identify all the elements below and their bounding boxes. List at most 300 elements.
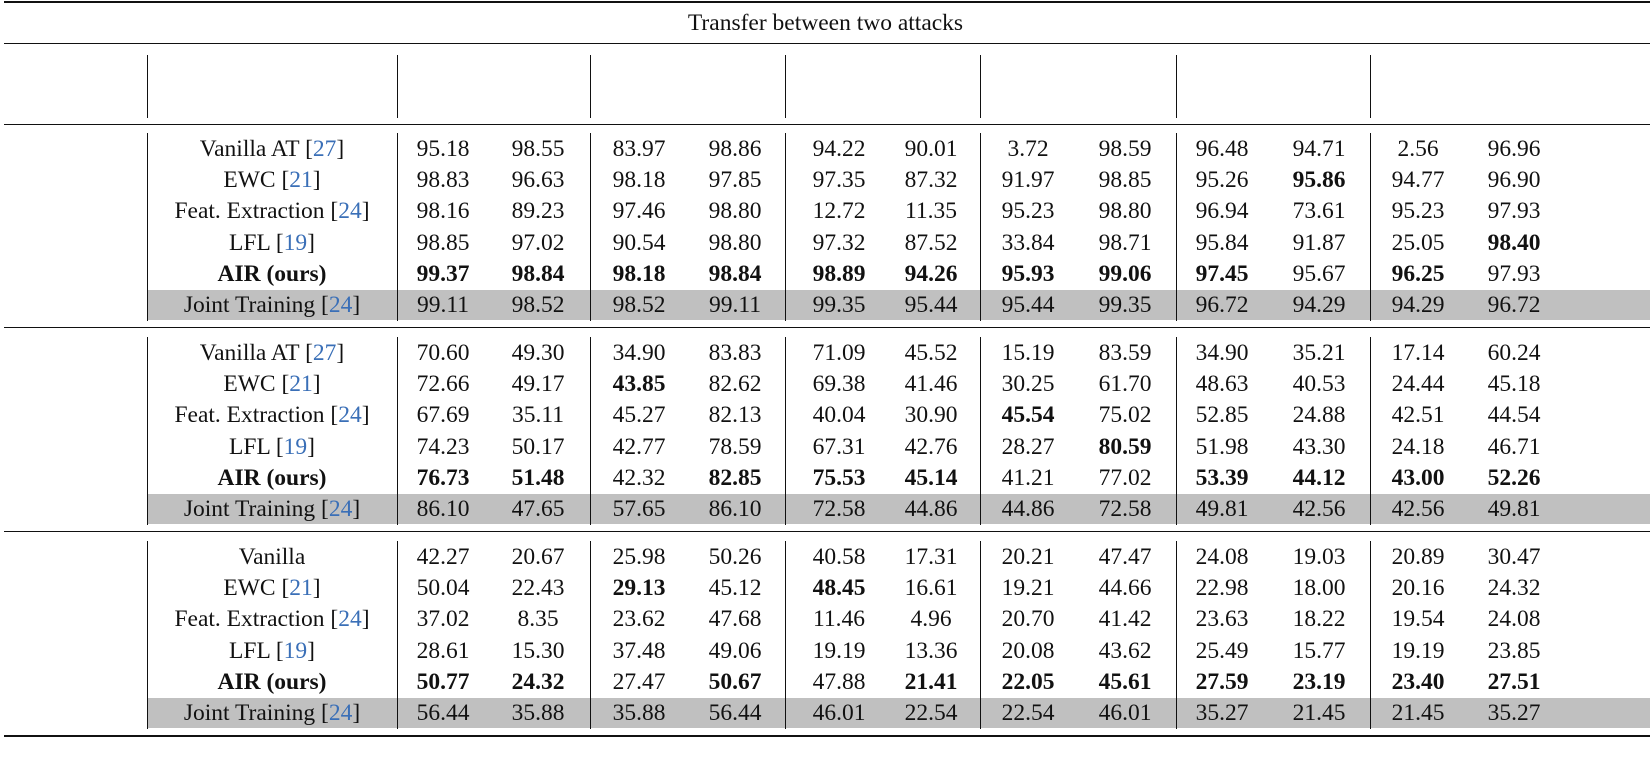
value-cell: 22.54 [904,700,958,726]
value-cell: 45.12 [708,575,762,602]
value-cell: 24.18 [1391,433,1445,460]
value-cell: 37.48 [612,637,666,664]
value-cell: 44.86 [904,496,958,522]
section-vline [147,698,148,728]
value-cell: 44.12 [1292,464,1346,491]
method-label: Joint Training [24] [183,292,361,318]
value-cell: 25.49 [1195,637,1249,664]
dataset-label [0,413,155,445]
value-cell: 70.60 [416,340,470,366]
value-cell: 8.35 [517,606,559,633]
method-label [152,666,392,698]
value-cell: 76.73 [416,464,470,491]
method-name: LFL [229,229,270,256]
method-label: EWC [21] [223,167,321,194]
value-cell: 15.19 [1001,340,1055,366]
method-name: AIR (ours) [217,668,327,695]
value-cell: 46.71 [1487,433,1541,460]
citation-link[interactable]: 19 [283,229,308,256]
value-cell: 42.77 [612,433,666,460]
value-cell: 45.18 [1487,371,1541,398]
section-rule [4,531,1650,532]
header-vline [980,55,981,118]
value-cell: 96.48 [1195,136,1249,162]
subcol-header [685,84,785,116]
citation-link[interactable]: 24 [338,606,362,633]
value-cell: 42.32 [612,464,666,491]
subcol-header [393,84,493,116]
value-cell: 18.22 [1292,606,1346,633]
value-cell: 18.00 [1292,575,1346,602]
header-vline [590,55,591,118]
value-cell: 52.85 [1195,402,1249,429]
header-vline [785,55,786,118]
value-cell: 17.31 [904,544,958,570]
value-cell: 20.67 [511,544,565,570]
value-cell: 21.41 [904,668,958,695]
value-cell: 48.45 [812,575,866,602]
header-rule [4,124,1650,125]
value-cell: 50.77 [416,668,470,695]
value-cell: 23.85 [1487,637,1541,664]
citation-link[interactable]: 24 [328,700,353,726]
value-cell: 98.55 [511,136,565,162]
value-cell: 33.84 [1001,229,1055,256]
value-cell: 24.08 [1487,606,1541,633]
value-cell: 50.67 [708,668,762,695]
section-rule [4,327,1650,328]
value-cell: 42.51 [1391,402,1445,429]
value-cell: 42.27 [416,544,470,570]
section-vline [785,698,786,728]
subcol-header [488,84,588,116]
value-cell: 99.11 [708,292,761,318]
value-cell: 98.40 [1487,229,1541,256]
value-cell: 28.61 [416,637,470,664]
citation-link[interactable]: 24 [328,292,353,318]
value-cell: 50.04 [416,575,470,602]
method-name: Feat. Extraction [174,606,325,633]
value-cell: 77.02 [1098,464,1152,491]
value-cell: 24.32 [511,668,565,695]
value-cell: 20.89 [1391,544,1445,570]
section-vline [785,494,786,524]
value-cell: 40.53 [1292,371,1346,398]
value-cell: 23.19 [1292,668,1346,695]
value-cell: 97.02 [511,229,565,256]
top-rule [4,1,1650,3]
value-cell: 97.46 [612,198,666,225]
value-cell: 95.67 [1292,260,1346,287]
value-cell: 96.72 [1195,292,1249,318]
value-cell: 50.26 [708,544,762,570]
value-cell: 67.69 [416,402,470,429]
value-cell: 53.39 [1195,464,1249,491]
value-cell: 83.83 [708,340,762,366]
value-cell: 19.03 [1292,544,1346,570]
value-cell: 51.48 [511,464,565,491]
value-cell: 69.38 [812,371,866,398]
value-cell: 35.88 [612,700,666,726]
table-title: Transfer between two attacks [687,10,964,36]
value-cell: 95.26 [1195,167,1249,194]
value-cell: 41.46 [904,371,958,398]
value-cell: 98.85 [1098,167,1152,194]
method-name: Vanilla [238,544,306,570]
value-cell: 42.56 [1391,496,1445,522]
value-cell: 82.13 [708,402,762,429]
value-cell: 94.22 [812,136,866,162]
value-cell: 19.54 [1391,606,1445,633]
value-cell: 50.17 [511,433,565,460]
value-cell: 98.89 [812,260,866,287]
value-cell: 24.88 [1292,402,1346,429]
value-cell: 95.18 [416,136,470,162]
value-cell: 45.27 [612,402,666,429]
value-cell: 98.18 [612,167,666,194]
value-cell: 99.06 [1098,260,1152,287]
value-cell: 45.61 [1098,668,1152,695]
method-label: EWC [21] [223,371,321,398]
value-cell: 3.72 [1007,136,1049,162]
value-cell: 43.00 [1391,464,1445,491]
value-cell: 57.65 [612,496,666,522]
value-cell: 42.56 [1292,496,1346,522]
value-cell: 45.52 [904,340,958,366]
header-vline [397,55,398,118]
value-cell: 23.40 [1391,668,1445,695]
value-cell: 20.16 [1391,575,1445,602]
subcol-header [1464,84,1564,116]
value-cell: 98.18 [612,260,666,287]
value-cell: 96.25 [1391,260,1445,287]
value-cell: 19.19 [1391,637,1445,664]
value-cell: 95.44 [1001,292,1055,318]
method-name: Joint Training [183,292,316,318]
value-cell: 72.58 [812,496,866,522]
group-header [1172,53,1372,85]
value-cell: 90.01 [904,136,958,162]
value-cell: 21.45 [1391,700,1445,726]
value-cell: 98.80 [1098,198,1152,225]
citation-link[interactable]: 21 [289,575,313,602]
value-cell: 82.62 [708,371,762,398]
value-cell: 95.23 [1001,198,1055,225]
value-cell: 49.81 [1195,496,1249,522]
value-cell: 86.10 [416,496,470,522]
value-cell: 34.90 [1195,340,1249,366]
value-cell: 56.44 [708,700,762,726]
method-label: EWC [21] [223,575,321,602]
value-cell: 48.63 [1195,371,1249,398]
value-cell: 98.52 [612,292,666,318]
method-name: Joint Training [183,496,316,522]
tasks-header [152,68,392,100]
value-cell: 46.01 [1098,700,1152,726]
value-cell: 94.29 [1292,292,1346,318]
method-label [152,258,392,290]
value-cell: 35.27 [1487,700,1541,726]
value-cell: 23.62 [612,606,666,633]
value-cell: 96.63 [511,167,565,194]
value-cell: 4.96 [910,606,952,633]
method-name: LFL [229,433,270,460]
value-cell: 35.27 [1195,700,1249,726]
citation-link[interactable]: 21 [289,371,313,398]
value-cell: 41.42 [1098,606,1152,633]
value-cell: 25.05 [1391,229,1445,256]
method-label: Joint Training [24] [183,496,361,522]
value-cell: 80.59 [1098,433,1152,460]
method-label: Vanilla AT [27] [199,340,345,366]
value-cell: 96.94 [1195,198,1249,225]
value-cell: 45.14 [904,464,958,491]
value-cell: 99.35 [1098,292,1152,318]
value-cell: 45.54 [1001,402,1055,429]
value-cell: 35.11 [511,402,564,429]
method-name: Feat. Extraction [174,402,325,429]
value-cell: 96.90 [1487,167,1541,194]
value-cell: 51.98 [1195,433,1249,460]
value-cell: 91.87 [1292,229,1346,256]
datasets-header [0,68,155,100]
value-cell: 42.76 [904,433,958,460]
value-cell: 91.97 [1001,167,1055,194]
method-label: Feat. Extraction [24] [174,606,370,633]
value-cell: 89.23 [511,198,565,225]
method-label [152,541,392,573]
value-cell: 46.01 [812,700,866,726]
value-cell: 94.77 [1391,167,1445,194]
value-cell: 19.19 [812,637,866,664]
dataset-label [0,209,155,241]
group-header [1366,53,1566,85]
value-cell: 11.35 [904,198,957,225]
value-cell: 28.27 [1001,433,1055,460]
value-cell: 95.93 [1001,260,1055,287]
subcol-header [1075,84,1175,116]
value-cell: 15.77 [1292,637,1346,664]
value-cell: 60.24 [1487,340,1541,366]
group-header [587,53,787,85]
value-cell: 44.66 [1098,575,1152,602]
value-cell: 61.70 [1098,371,1152,398]
value-cell: 95.23 [1391,198,1445,225]
value-cell: 24.32 [1487,575,1541,602]
value-cell: 87.52 [904,229,958,256]
value-cell: 98.80 [708,229,762,256]
value-cell: 71.09 [812,340,866,366]
value-cell: 22.54 [1001,700,1055,726]
subcol-header [1368,84,1468,116]
citation-link[interactable]: 24 [338,198,362,225]
value-cell: 35.21 [1292,340,1346,366]
value-cell: 87.32 [904,167,958,194]
method-name: EWC [223,575,276,602]
value-cell: 98.52 [511,292,565,318]
citation-link[interactable]: 19 [283,433,308,460]
title-rule [4,43,1650,44]
value-cell: 86.10 [708,496,762,522]
value-cell: 47.68 [708,606,762,633]
value-cell: 98.16 [416,198,470,225]
value-cell: 11.46 [812,606,865,633]
value-cell: 94.26 [904,260,958,287]
citation-link[interactable]: 24 [338,402,362,429]
value-cell: 95.44 [904,292,958,318]
method-label [152,462,392,494]
citation-link[interactable]: 21 [289,167,313,194]
value-cell: 43.30 [1292,433,1346,460]
value-cell: 94.29 [1391,292,1445,318]
subcol-header [1269,84,1369,116]
value-cell: 78.59 [708,433,762,460]
value-cell: 30.47 [1487,544,1541,570]
value-cell: 23.63 [1195,606,1249,633]
value-cell: 22.98 [1195,575,1249,602]
value-cell: 34.90 [612,340,666,366]
header-vline [147,55,148,118]
value-cell: 97.85 [708,167,762,194]
method-name: EWC [223,167,276,194]
citation-link[interactable]: 19 [283,637,308,664]
value-cell: 95.86 [1292,167,1346,194]
group-header [394,53,594,85]
value-cell: 47.88 [812,668,866,695]
subcol-header [789,84,889,116]
value-cell: 96.96 [1487,136,1541,162]
value-cell: 30.25 [1001,371,1055,398]
value-cell: 75.53 [812,464,866,491]
value-cell: 15.30 [511,637,565,664]
value-cell: 40.58 [812,544,866,570]
header-vline [1370,55,1371,118]
value-cell: 97.93 [1487,198,1541,225]
subcol-header [589,84,689,116]
method-label: LFL [19] [229,433,315,460]
value-cell: 49.81 [1487,496,1541,522]
value-cell: 74.23 [416,433,470,460]
method-label: Joint Training [24] [183,700,361,726]
value-cell: 16.61 [904,575,958,602]
subcol-header [978,84,1078,116]
method-name: Vanilla AT [199,340,300,366]
value-cell: 98.86 [708,136,762,162]
method-name: EWC [223,371,276,398]
method-label: LFL [19] [229,637,315,664]
value-cell: 49.17 [511,371,565,398]
value-cell: 47.65 [511,496,565,522]
value-cell: 35.88 [511,700,565,726]
value-cell: 95.84 [1195,229,1249,256]
value-cell: 41.21 [1001,464,1055,491]
method-name: Feat. Extraction [174,198,325,225]
value-cell: 49.30 [511,340,565,366]
value-cell: 13.36 [904,637,958,664]
value-cell: 72.66 [416,371,470,398]
value-cell: 12.72 [812,198,866,225]
section-vline [147,290,148,320]
value-cell: 97.32 [812,229,866,256]
value-cell: 98.84 [511,260,565,287]
value-cell: 99.35 [812,292,866,318]
value-cell: 52.26 [1487,464,1541,491]
value-cell: 99.37 [416,260,470,287]
method-name: Vanilla AT [199,136,300,162]
method-label: Feat. Extraction [24] [174,402,370,429]
value-cell: 2.56 [1397,136,1439,162]
citation-link[interactable]: 24 [328,496,353,522]
header-vline [1176,55,1177,118]
value-cell: 44.86 [1001,496,1055,522]
value-cell: 20.70 [1001,606,1055,633]
value-cell: 82.85 [708,464,762,491]
value-cell: 37.02 [416,606,470,633]
value-cell: 44.54 [1487,402,1541,429]
value-cell: 19.21 [1001,575,1055,602]
method-name: AIR (ours) [217,260,327,287]
section-vline [147,494,148,524]
value-cell: 67.31 [812,433,866,460]
value-cell: 90.54 [612,229,666,256]
value-cell: 98.80 [708,198,762,225]
value-cell: 25.98 [612,544,666,570]
value-cell: 30.90 [904,402,958,429]
dataset-label [0,617,155,649]
method-label: Feat. Extraction [24] [174,198,370,225]
method-name: LFL [229,637,270,664]
value-cell: 98.83 [416,167,470,194]
value-cell: 24.44 [1391,371,1445,398]
value-cell: 27.51 [1487,668,1541,695]
subcol-header [1172,84,1272,116]
method-label: Vanilla AT [27] [199,136,345,162]
subcol-header [881,84,981,116]
value-cell: 17.14 [1391,340,1445,366]
value-cell: 22.05 [1001,668,1055,695]
value-cell: 97.45 [1195,260,1249,287]
value-cell: 47.47 [1098,544,1152,570]
citation-link[interactable]: 27 [312,136,337,162]
value-cell: 99.11 [416,292,469,318]
value-cell: 27.59 [1195,668,1249,695]
bottom-rule [4,735,1650,737]
value-cell: 40.04 [812,402,866,429]
value-cell: 98.85 [416,229,470,256]
value-cell: 20.08 [1001,637,1055,664]
method-name: Joint Training [183,700,316,726]
value-cell: 21.45 [1292,700,1346,726]
value-cell: 94.71 [1292,136,1346,162]
value-cell: 75.02 [1098,402,1152,429]
value-cell: 27.47 [612,668,666,695]
value-cell: 83.59 [1098,340,1152,366]
value-cell: 43.62 [1098,637,1152,664]
value-cell: 73.61 [1292,198,1346,225]
value-cell: 83.97 [612,136,666,162]
group-header [977,53,1177,85]
value-cell: 22.43 [511,575,565,602]
section-vline [785,290,786,320]
value-cell: 49.06 [708,637,762,664]
value-cell: 97.35 [812,167,866,194]
method-label: LFL [19] [229,229,315,256]
citation-link[interactable]: 27 [312,340,337,366]
value-cell: 24.08 [1195,544,1249,570]
value-cell: 96.72 [1487,292,1541,318]
value-cell: 72.58 [1098,496,1152,522]
value-cell: 20.21 [1001,544,1055,570]
